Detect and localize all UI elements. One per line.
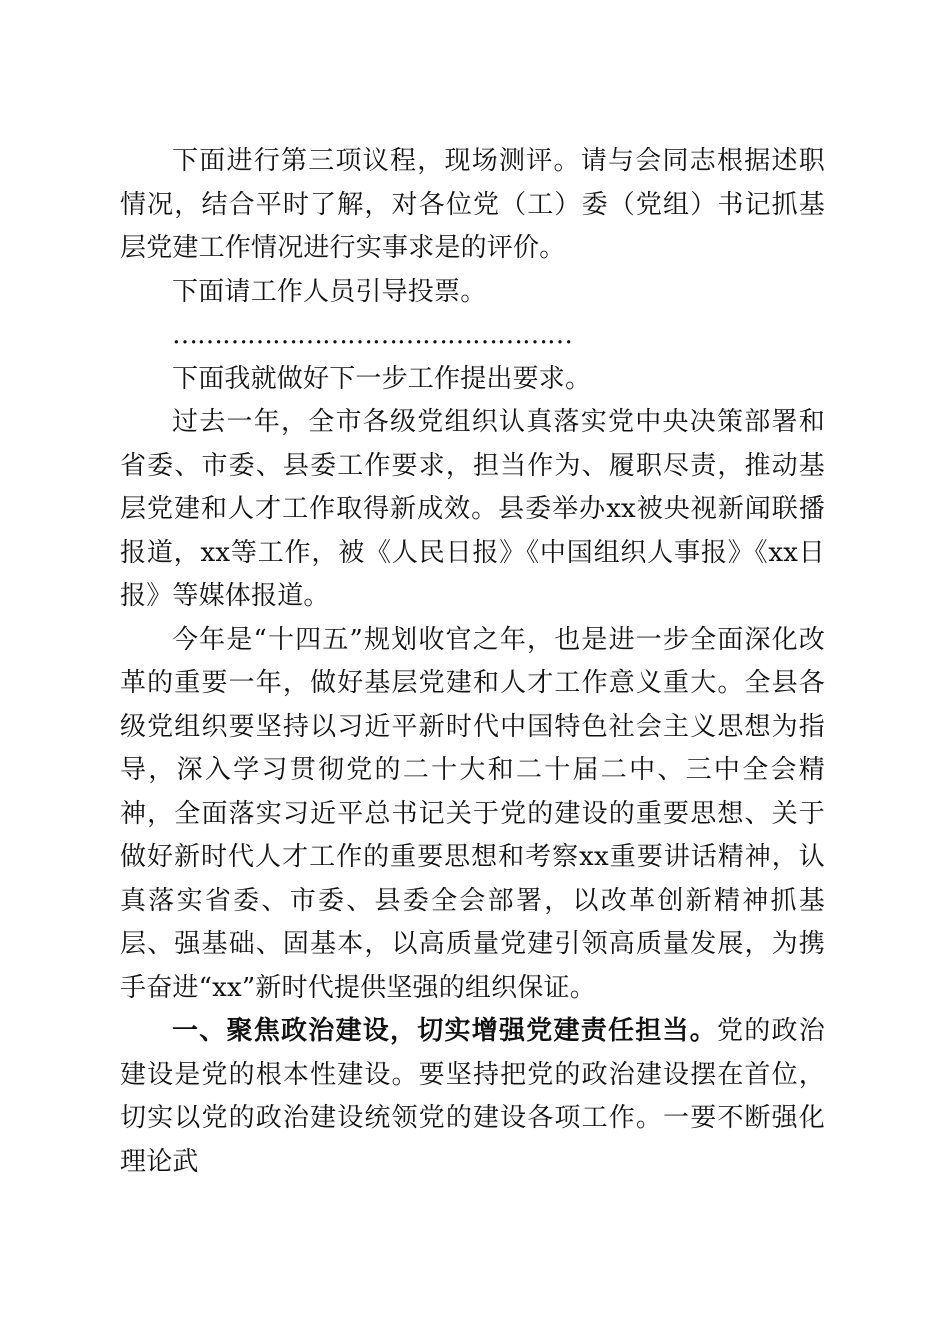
paragraph-requirements-intro: 下面我就做好下一步工作提出要求。	[172, 363, 592, 394]
paragraph-agenda-evaluation: 下面进行第三项议程，现场测评。请与会同志根据述职情况，结合平时了解，对各位党（工）委（党组）书记抓基层党建工作情况进行实事求是的评价。	[120, 146, 825, 263]
paragraph-past-year: 过去一年，全市各级党组织认真落实党中央决策部署和省委、市委、县委工作要求，担当作为、履职尽责，推动基层党建和人才工作取得新成效。县委举办xx被央视新闻联播报道，xx等工作，被《人民日报》《中国组织人事报》《xx日报》等媒体报道。	[120, 407, 825, 611]
section-one-heading: 一、聚焦政治建设，切实增强党建责任担当。	[172, 1016, 718, 1046]
paragraph-voting-guide: 下面请工作人员引导投票。	[172, 276, 487, 307]
section-one-body: 党的政治建设是党的根本性建设。要坚持把党的政治建设摆在首位，切实以党的政治建设统领党的建设各项工作。一要不断强化理论武	[120, 1016, 825, 1177]
ellipsis-separator: …………………………………………	[172, 320, 572, 350]
paragraph-section-one	[120, 1010, 825, 1184]
document-body	[120, 140, 825, 1184]
paragraph-this-year: 今年是“十四五”规划收官之年，也是进一步全面深化改革的重要一年，做好基层党建和人才工作意义重大。全县各级党组织要坚持以习近平新时代中国特色社会主义思想为指导，深入学习贯彻党的二十大和二十届二中、三中全会精神，全面落实习近平总书记关于党的建设的重要思想、关于做好新时代人才工作的重要思想和考察xx重要讲话精神，认真落实省委、市委、县委全会部署，以改革创新精神抓基层、强基础、固基本，以高质量党建引领高质量发展，为携手奋进“xx”新时代提供坚强的组织保证。	[120, 624, 825, 1003]
